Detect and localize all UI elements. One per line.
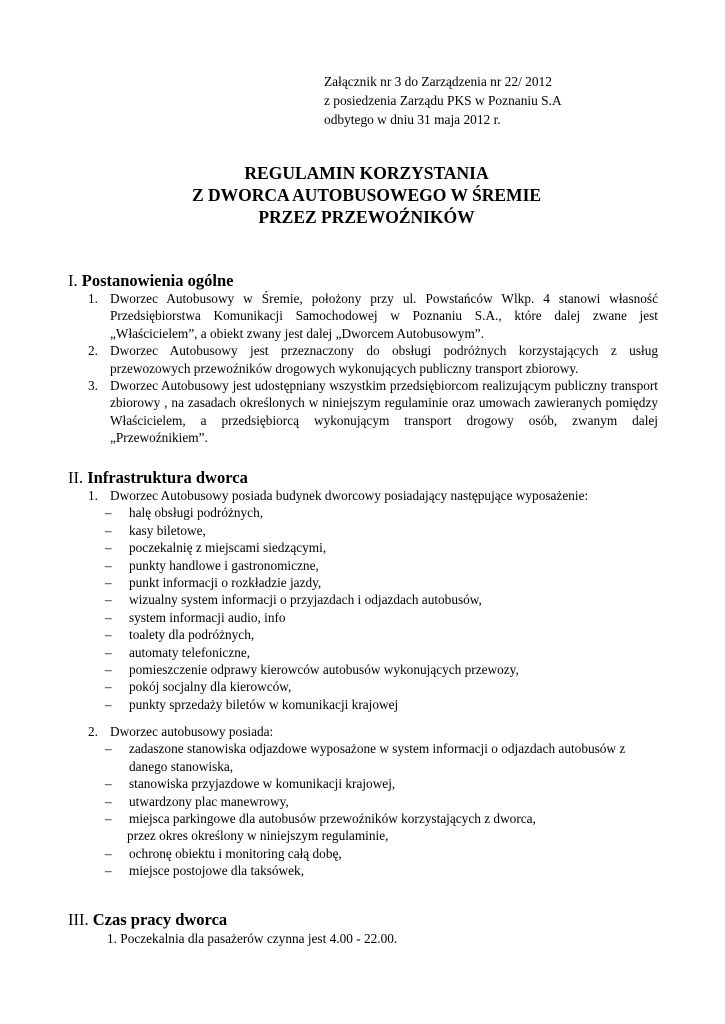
section-2-item-2 — [88, 723, 668, 880]
equipment-item: – pokój socjalny dla kierowców, — [105, 679, 292, 695]
equipment-item: – kasy biletowe, — [105, 522, 206, 538]
item-text: Dworzec Autobusowy jest udostępniany wszystkim przedsiębiorcom realizującym publiczny transport zbiorowy , na zasadach określonych w niniejszym regulaminie oraz umowach zawieranych pomiędzy Właścicielem, a przedsiębiorcą wykonującym transport drogowy osób, zwanym dalej „Przewoźnikiem”. — [110, 378, 658, 446]
list-item: 1. Poczekalnia dla pasażerów czynna jest 4.00 - 22.00. — [107, 931, 398, 946]
section-3-list — [107, 930, 667, 947]
dash-mark: – — [105, 793, 112, 809]
annex-line-2: z posiedzenia Zarządu PKS w Poznaniu S.A — [324, 93, 562, 108]
dash-mark: – — [105, 575, 112, 591]
section-2-heading — [68, 468, 248, 488]
facility-item: – stanowiska przyjazdowe w komunikacji krajowej, — [105, 776, 396, 792]
facility-item: – ochronę obiektu i monitoring całą dobę, — [105, 845, 342, 861]
item-text: Dworzec autobusowy posiada: — [110, 724, 274, 739]
dash-mark: – — [105, 505, 112, 521]
facilities-list — [105, 740, 668, 879]
dash-mark: – — [105, 679, 112, 695]
dash-mark: – — [105, 644, 112, 660]
dash-mark: – — [105, 811, 112, 827]
section-1-heading — [68, 271, 233, 291]
annex-note — [324, 72, 562, 129]
annex-line-1: Załącznik nr 3 do Zarządzenia nr 22/ 2012 — [324, 74, 552, 89]
equipment-item: – system informacji audio, info — [105, 609, 286, 625]
section-1-title: Postanowienia ogólne — [81, 271, 234, 290]
dash-mark: – — [105, 540, 112, 556]
dash-mark: – — [105, 627, 112, 643]
dash-mark: – — [105, 662, 112, 678]
dash-mark: – — [105, 592, 112, 608]
item-number: 3. — [88, 378, 98, 394]
section-3-heading — [68, 910, 227, 930]
equipment-item: – punkty handlowe i gastronomiczne, — [105, 557, 319, 573]
equipment-item: – punkt informacji o rozkładzie jazdy, — [105, 575, 322, 591]
dash-mark: – — [105, 741, 112, 757]
list-item — [88, 487, 668, 504]
item-text: Dworzec Autobusowy posiada budynek dworcowy posiadający następujące wyposażenie: — [110, 488, 589, 503]
equipment-item: – poczekalnię z miejscami siedzącymi, — [105, 540, 327, 556]
item-number: 1. — [88, 488, 98, 503]
list-item — [88, 290, 658, 342]
facility-item: – miejsca parkingowe dla autobusów przewoźników korzystających z dworca, przez okres określony w niniejszym regulaminie, — [105, 811, 536, 844]
section-2-item-1 — [88, 487, 668, 713]
facility-item: – zadaszone stanowiska odjazdowe wyposażone w system informacji o odjazdach autobusów z danego stanowiska, — [105, 741, 626, 774]
dash-mark: – — [105, 522, 112, 538]
facility-item: – utwardzony plac manewrowy, — [105, 793, 289, 809]
section-3-title: Czas pracy dworca — [92, 910, 228, 929]
equipment-item: – wizualny system informacji o przyjazdach i odjazdach autobusów, — [105, 592, 482, 608]
facility-item: – miejsce postojowe dla taksówek, — [105, 863, 305, 879]
equipment-item: – halę obsługi podróżnych, — [105, 505, 264, 521]
section-1-numeral: I. — [68, 271, 78, 290]
item-number: 2. — [88, 724, 98, 739]
title-line-1: REGULAMIN KORZYSTANIA — [244, 163, 489, 183]
dash-mark: – — [105, 776, 112, 792]
equipment-item: – punkty sprzedaży biletów w komunikacji krajowej — [105, 696, 399, 712]
item-number: 1. — [88, 291, 98, 306]
section-2-title: Infrastruktura dworca — [87, 468, 248, 487]
dash-mark: – — [105, 696, 112, 712]
equipment-item: – automaty telefoniczne, — [105, 644, 251, 660]
dash-mark: – — [105, 609, 112, 625]
dash-mark: – — [105, 845, 112, 861]
title-line-2: Z DWORCA AUTOBUSOWEGO W ŚREMIE — [191, 185, 542, 205]
document-title — [0, 162, 725, 228]
section-1-list — [88, 290, 658, 447]
list-item — [88, 723, 668, 740]
section-2-numeral: II. — [68, 468, 84, 487]
annex-line-3: odbytego w dniu 31 maja 2012 r. — [324, 112, 501, 127]
item-text: Dworzec Autobusowy jest przeznaczony do obsługi podróżnych korzystających z usług przewozowych przewoźników drogowych wykonujących publiczny transport zbiorowy. — [110, 343, 658, 376]
item-text: Dworzec Autobusowy w Śremie, położony przy ul. Powstańców Wlkp. 4 stanowi własność Przedsiębiorstwa Komunikacji Samochodowej w Poznaniu S.A., które dalej zwane jest „Właścicielem”, a obiekt zwany jest dalej „Dworcem Autobusowym”. — [110, 291, 658, 341]
dash-mark: – — [105, 557, 112, 573]
equipment-list — [105, 504, 668, 713]
list-item — [88, 377, 658, 447]
section-3-numeral: III. — [68, 910, 89, 929]
item-number: 2. — [88, 343, 98, 359]
title-line-3: PRZEZ PRZEWOŹNIKÓW — [258, 207, 475, 227]
equipment-item: – pomieszczenie odprawy kierowców autobusów wykonujących przewozy, — [105, 662, 519, 678]
equipment-item: – toalety dla podróżnych, — [105, 627, 255, 643]
list-item — [88, 342, 658, 377]
dash-mark: – — [105, 863, 112, 879]
